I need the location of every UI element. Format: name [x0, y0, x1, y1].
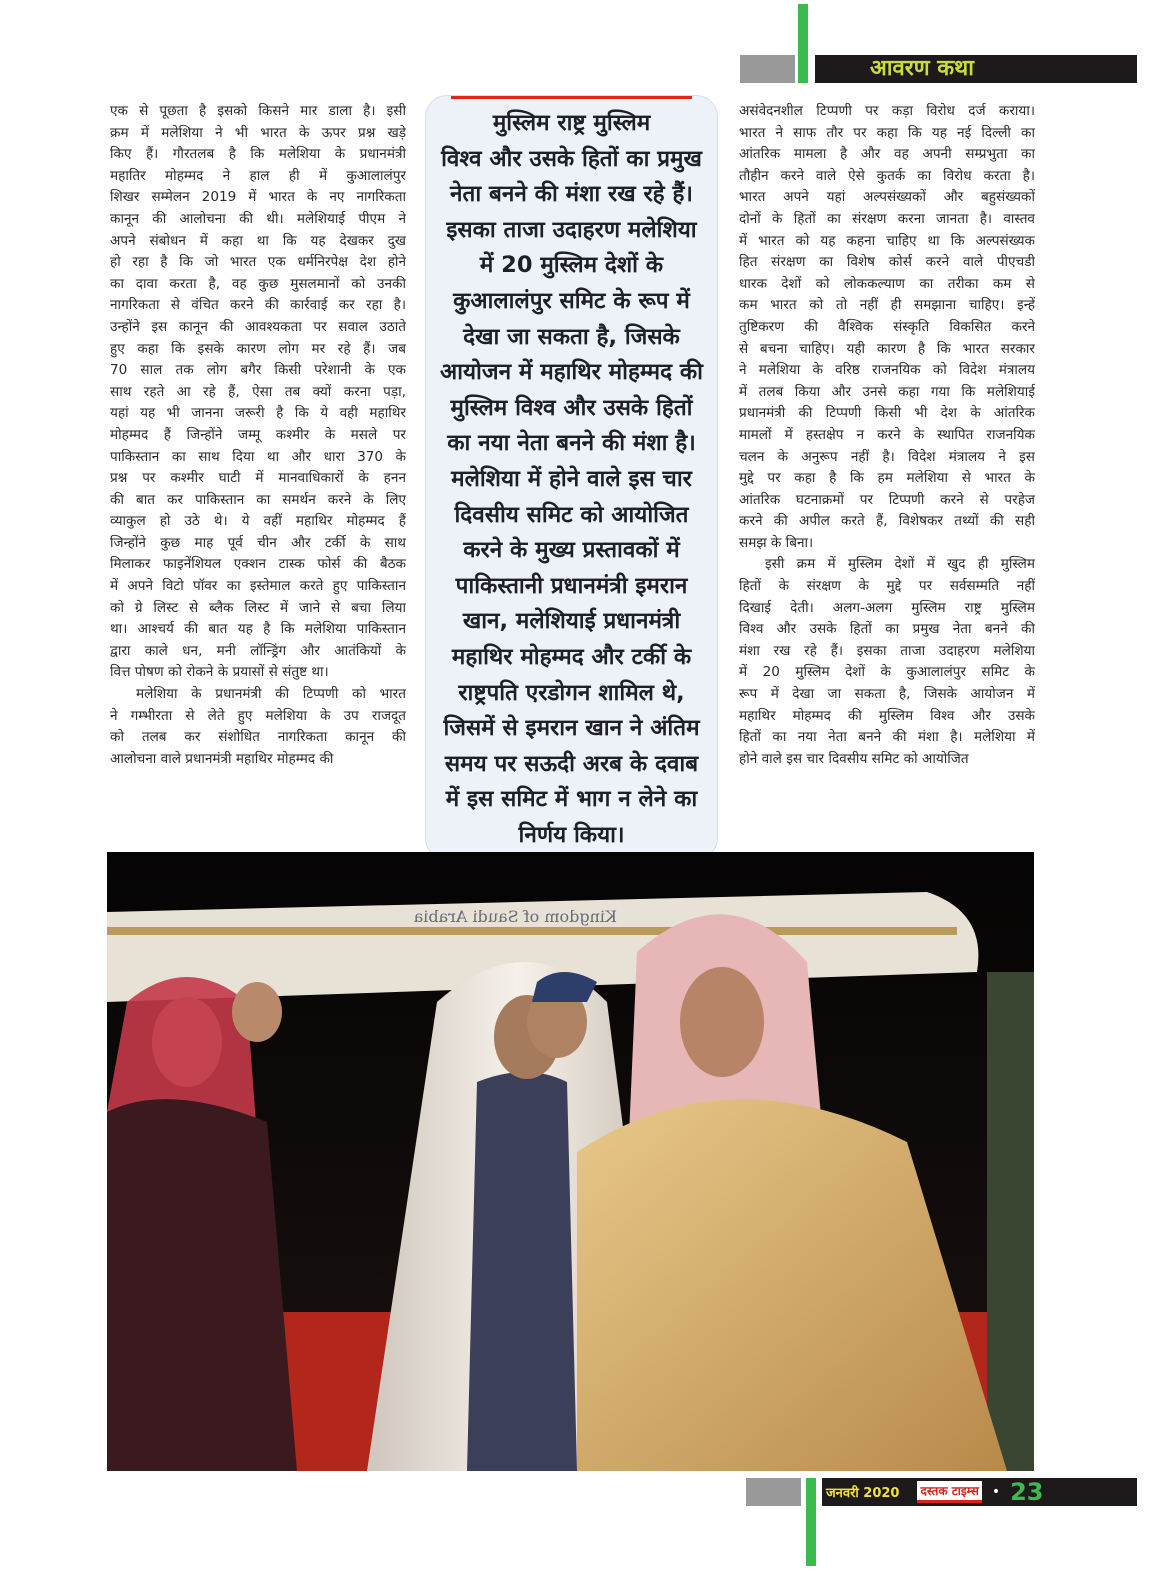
article-line: इसी क्रम में मुस्लिम देशों में खुद ही मुस्लिम [765, 556, 1035, 573]
article-line: उन्होंने इस कानून की आवश्यकता पर सवाल उठाते [110, 318, 406, 335]
article-line: किए हैं। गौरतलब है कि मलेशिया के प्रधानमंत्री [110, 146, 406, 163]
pull-quote-text [426, 106, 717, 853]
article-line: यहां यह भी जानना जरूरी है कि ये वही महाथिर [110, 405, 406, 422]
pull-quote-line: विश्व और उसके हितों का प्रमुख [441, 145, 702, 172]
pull-quote-line: इसका ताजा उदाहरण मलेशिया [446, 216, 697, 243]
pull-quote-line: का नया नेता बनने की मंशा है। [447, 430, 696, 457]
pull-quote-top-rule [451, 96, 692, 99]
article-line: में तलब किया और उनसे कहा गया कि मलेशियाई [739, 383, 1035, 400]
article-line: मामलों में हस्तक्षेप न करने के स्थापित राजनयिक [739, 426, 1035, 443]
pull-quote-line: समय पर सऊदी अरब के दवाब [444, 750, 699, 777]
pull-quote-line: देखा जा सकता है, जिसके [463, 323, 680, 350]
pull-quote-line: दिवसीय समिट को आयोजित [454, 501, 689, 528]
article-line: आंतरिक घटनाक्रमों पर टिप्पणी करने से परहेज [739, 491, 1035, 508]
pull-quote-line: राष्ट्रपति एरडोगन शामिल थे, [458, 679, 685, 706]
article-line: शिखर सम्मेलन 2019 में भारत के नए नागरिकता [110, 189, 406, 206]
magazine-logo: दस्तक टाइम्स [917, 1481, 981, 1503]
article-line: मंशा रख रहे हैं। इसका ताजा उदाहरण मलेशिया [739, 642, 1035, 659]
header-green-stripe [798, 4, 808, 83]
article-line: चलन के अनुरूप नहीं है। विदेश मंत्रालय ने इस [739, 448, 1035, 465]
person-left [107, 1099, 297, 1471]
pull-quote-line: जिसमें से इमरान खान ने अंतिम [443, 715, 700, 742]
article-line: आंतरिक मामला है और वह अपनी सम्प्रभुता का [739, 146, 1035, 163]
pull-quote-line: पाकिस्तानी प्रधानमंत्री इमरान [455, 572, 688, 599]
article-line: असंवेदनशील टिप्पणी पर कड़ा विरोध दर्ज कराया। [739, 103, 1035, 119]
article-line: महातिर मोहम्मद ने हाल ही में कुआलालंपुर [110, 167, 406, 184]
article-line: वित्त पोषण को रोकने के प्रयासों से संतुष्ट था। [110, 664, 329, 681]
article-line: दिखाई देती। अलग-अलग मुस्लिम राष्ट्र मुस्लिम [739, 599, 1035, 616]
article-line: साथ रहते आ रहे हैं, ऐसा तब क्यों करना पड़ा, [110, 383, 406, 400]
article-line: तुष्टिकरण की वैश्विक संस्कृति विकसित करने [739, 318, 1035, 335]
article-line: क्रम में मलेशिया ने भी भारत के ऊपर प्रश्न खड़े [110, 124, 406, 141]
footer-bullet: • [991, 1484, 1001, 1500]
article-line: अपने संबोधन में कहा था कि यह देखकर दुख [110, 232, 406, 249]
article-line: महाथिर मोहम्मद की मुस्लिम विश्व और उसके [739, 707, 1035, 724]
article-line: में 20 मुस्लिम देशों के कुआलालंपुर समिट के [739, 664, 1035, 681]
pull-quote-line: मुस्लिम राष्ट्र मुस्लिम [492, 110, 651, 136]
article-line: मलेशिया के प्रधानमंत्री की टिप्पणी को भारत [136, 686, 406, 703]
pull-quote-line: में 20 मुस्लिम देशों के [479, 252, 664, 279]
article-line: प्रधानमंत्री की टिप्पणी किसी भी देश के आंतरिक [739, 405, 1035, 422]
pull-quote-line: करने के मुख्य प्रस्तावकों में [463, 537, 680, 564]
article-line: मोहम्मद हैं जिन्होंने जम्मू कश्मीर के मसले पर [110, 426, 406, 443]
article-line: मिलाकर फाइनेंशियल एक्शन टास्क फोर्स की बैठक [110, 556, 406, 573]
pull-quote-line: मुस्लिम विश्व और उसके हितों [450, 394, 693, 421]
page-number: 23 [1010, 1478, 1044, 1506]
article-line: हुए कहा कि इसके कारण लोग मर रहे हैं। जब [110, 340, 406, 357]
article-line: कानून की आलोचना की थी। मलेशियाई पीएम ने [110, 210, 406, 227]
article-line: द्वारा काले धन, मनी लॉन्ड्रिंग और आतंकियों के [110, 642, 406, 659]
left-article-column [110, 101, 406, 770]
article-line: भारत ने साफ तौर पर कहा कि यह नई दिल्ली का [739, 124, 1035, 141]
article-line: को ग्रे लिस्ट से ब्लैक लिस्ट में जाने से बचा लिया [110, 599, 406, 616]
pull-quote-line: महाथिर मोहम्मद और टर्की के [451, 643, 692, 670]
article-line: में अपने विटो पॉवर का इस्तेमाल करते हुए पाकिस्तान [110, 578, 406, 595]
article-line: दोनों के हितों का संरक्षण करना जानता है। वास्तव [739, 210, 1035, 227]
article-line: हो रहा है कि जो भारत एक धर्मनिरपेक्ष देश होने [110, 254, 406, 271]
article-line: नागरिकता से वंचित करने की कार्रवाई कर रहा है। [110, 297, 406, 314]
issue-date: जनवरी 2020 [826, 1486, 900, 1501]
pull-quote-line: नेता बनने की मंशा रख रहे हैं। [450, 181, 693, 208]
header-gray-block [740, 55, 795, 83]
article-line: होने वाले इस चार दिवसीय समिट को आयोजित [739, 750, 969, 767]
pull-quote-line: कुआलालंपुर समिट के रूप में [453, 287, 690, 314]
article-line: भारत अपने यहां अल्पसंख्यकों और बहुसंख्यकों [739, 189, 1035, 206]
plane-lettering: Kingdom of Saudi Arabia [413, 907, 617, 926]
article-line: जिन्होंने कुछ माह पूर्व चीन और टर्की के साथ [110, 534, 406, 551]
right-article-column [739, 101, 1035, 770]
article-line: विश्व और उसके हितों का प्रमुख नेता बनने की [739, 621, 1035, 638]
section-title: आवरण कथा [870, 56, 974, 81]
article-line: करने की अपील करते हैं, विशेषकर तथ्यों की सही [739, 513, 1035, 530]
article-line: था। आश्चर्य की बात यह है कि मलेशिया पाकिस्तान [110, 621, 406, 638]
article-line: समझ के बिना। [739, 534, 814, 551]
article-line: तौहीन करने वाले ऐसे कुतर्क का विरोध करता है। [739, 167, 1035, 184]
photo-illustration [107, 852, 1034, 1471]
article-line: हित संरक्षण का विशेष कोर्स करने वाले पीएचडी [739, 254, 1035, 271]
article-line: ने मलेशिया के वरिष्ठ राजनयिक को विदेश मंत्रालय [739, 362, 1035, 379]
article-line: आलोचना वाले प्रधानमंत्री महाथिर मोहम्मद की [110, 750, 334, 767]
article-line: एक से पूछता है इसको किसने मार डाला है। इसी [110, 103, 406, 119]
article-line: का दावा करता है, वह कुछ मुसलमानों को उनकी [110, 275, 406, 292]
article-line: की बात कर पाकिस्तान का समर्थन करने के लिए [110, 491, 406, 508]
article-line: पाकिस्तान का साथ दिया था और धारा 370 के [110, 448, 406, 465]
section-header-bar [815, 55, 1137, 83]
pull-quote-line: मलेशिया में होने वाले इस चार [451, 465, 692, 492]
article-line: से बचना चाहिए। यही कारण है कि भारत सरकार [739, 340, 1035, 357]
footer-bar [822, 1478, 1137, 1506]
article-line: मुद्दे पर कहा है कि हम मलेशिया से भारत के [739, 470, 1035, 487]
article-line: में भारत को यह कहना चाहिए था कि अल्पसंख्यक [739, 232, 1035, 249]
article-line: प्रश्न पर कश्मीर घाटी में मानवाधिकारों के हनन [110, 470, 406, 487]
article-photo [107, 852, 1034, 1471]
pull-quote-box [425, 95, 718, 860]
pull-quote-line: आयोजन में महाथिर मोहम्मद की [440, 359, 703, 386]
article-line: हितों का नया नेता बनने की मंशा है। मलेशिया में [739, 729, 1035, 746]
footer-gray-block [746, 1478, 801, 1506]
article-line: रूप में देखा जा सकता है, जिसके आयोजन में [739, 686, 1035, 703]
article-line: हितों के संरक्षण के मुद्दे पर सर्वसम्मति नहीं [739, 578, 1035, 595]
footer-green-stripe [806, 1478, 816, 1566]
pull-quote-line: में इस समिट में भाग न लेने का [445, 786, 698, 813]
article-line: धारक देशों को लोककल्याण का तरीका कम से [739, 275, 1035, 292]
article-line: कम भारत को तो नहीं ही समझाना चाहिए। इन्हें [739, 297, 1035, 314]
pull-quote-line: खान, मलेशियाई प्रधानमंत्री [462, 608, 681, 635]
article-line: ने गम्भीरता से लेते हुए मलेशिया के उप राजदूत [110, 707, 406, 724]
article-line: 70 साल तक लोग बगैर किसी परेशानी के एक [110, 362, 406, 379]
pull-quote-line: निर्णय किया। [518, 821, 625, 848]
article-line: को तलब कर संशोधित नागरिकता कानून की [110, 729, 406, 746]
soldier-figure [987, 972, 1034, 1471]
article-line: व्याकुल हो उठे थे। ये वहीं महाथिर मोहम्मद हैं [110, 513, 406, 530]
